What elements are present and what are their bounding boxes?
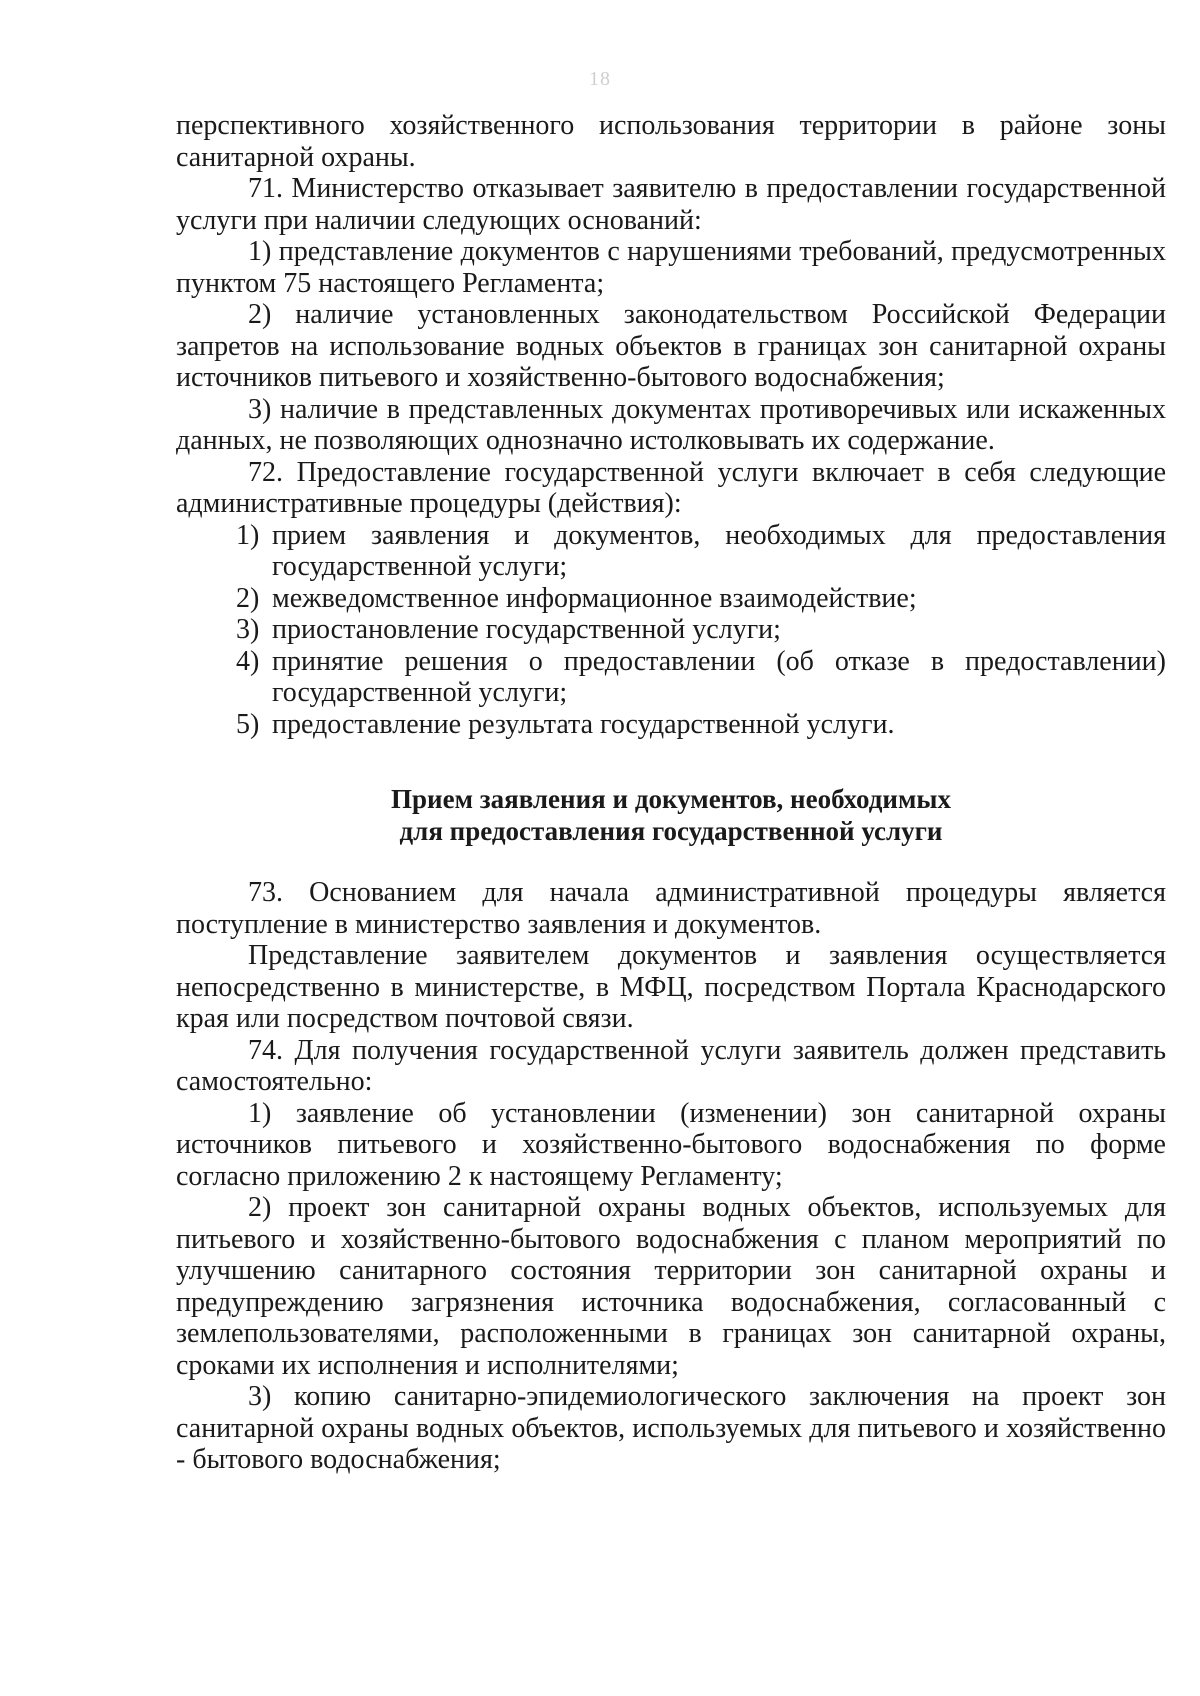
section-heading (176, 784, 1166, 847)
list-item (176, 646, 1166, 709)
paragraph-74: 74. Для получения государственной услуги заявитель должен представить самостоятельно: (176, 1034, 1166, 1097)
list-item-text: приостановление государственной услуги; (272, 614, 781, 645)
list-item (176, 709, 1166, 741)
paragraph-74-item-3: 3) копию санитарно-эпидемиологического заключения на проект зон санитарной охраны водных объектов, используемых для питьевого и хозяйственно - бытового водоснабжения; (176, 1381, 1166, 1475)
paragraph-71-item-3: 3) наличие в представленных документах противоречивых или искаженных данных, не позволяющих однозначно истолковывать их содержание. (176, 393, 1166, 456)
list-item (176, 583, 1166, 615)
page-number: 18 (589, 68, 611, 90)
list-item (176, 614, 1166, 646)
list-item-number: 3) (236, 614, 260, 645)
list-item-number: 5) (236, 708, 260, 740)
list-item-text: прием заявления и документов, необходимых для предоставления государственной услуги; (272, 519, 1166, 582)
document-body (176, 110, 1166, 1476)
paragraph-72: 72. Предоставление государственной услуги включает в себя следующие административные процедуры (действия): (176, 456, 1166, 519)
paragraph-submission: Представление заявителем документов и заявления осуществляется непосредственно в министерстве, в МФЦ, посредством Портала Краснодарского края или посредством почтовой связи. (176, 940, 1166, 1034)
list-item (176, 520, 1166, 583)
paragraph-continuation: перспективного хозяйственного использования территории в районе зоны санитарной охраны. (176, 110, 1166, 173)
paragraph-71-item-2: 2) наличие установленных законодательством Российской Федерации запретов на использование водных объектов в границах зон санитарной охраны источников питьевого и хозяйственно-бытового водоснабжения; (176, 299, 1166, 393)
paragraph-74-item-1: 1) заявление об установлении (изменении) зон санитарной охраны источников питьевого и хозяйственно-бытового водоснабжения по форме согласно приложению 2 к настоящему Регламенту; (176, 1097, 1166, 1192)
list-item-text: межведомственное информационное взаимодействие; (272, 582, 917, 614)
list-item-number: 1) (236, 519, 260, 551)
section-heading-line-2: для предоставления государственной услуги (399, 815, 943, 846)
list-item-text: предоставление результата государственной услуги. (272, 708, 895, 740)
paragraph-74-item-2: 2) проект зон санитарной охраны водных объектов, используемых для питьевого и хозяйственно-бытового водоснабжения с планом мероприятий по улучшению санитарного состояния территории зон санитарной охраны и предупреждению загрязнения источника водоснабжения, согласованный с землепользователями, расположенными в границах зон санитарной охраны, сроками их исполнения и исполнителями; (176, 1192, 1166, 1381)
paragraph-71-item-1: 1) представление документов с нарушениями требований, предусмотренных пунктом 75 настоящего Регламента; (176, 236, 1166, 299)
paragraph-71: 71. Министерство отказывает заявителю в предоставлении государственной услуги при наличии следующих оснований: (176, 173, 1166, 236)
section-heading-line-1: Прием заявления и документов, необходимых (391, 784, 951, 814)
list-item-number: 2) (236, 582, 260, 614)
list-item-text: принятие решения о предоставлении (об отказе в предоставлении) государственной услуги; (272, 645, 1166, 708)
procedures-list (176, 520, 1166, 741)
list-item-number: 4) (236, 645, 260, 677)
paragraph-73: 73. Основанием для начала административной процедуры является поступление в министерство заявления и документов. (176, 877, 1166, 940)
